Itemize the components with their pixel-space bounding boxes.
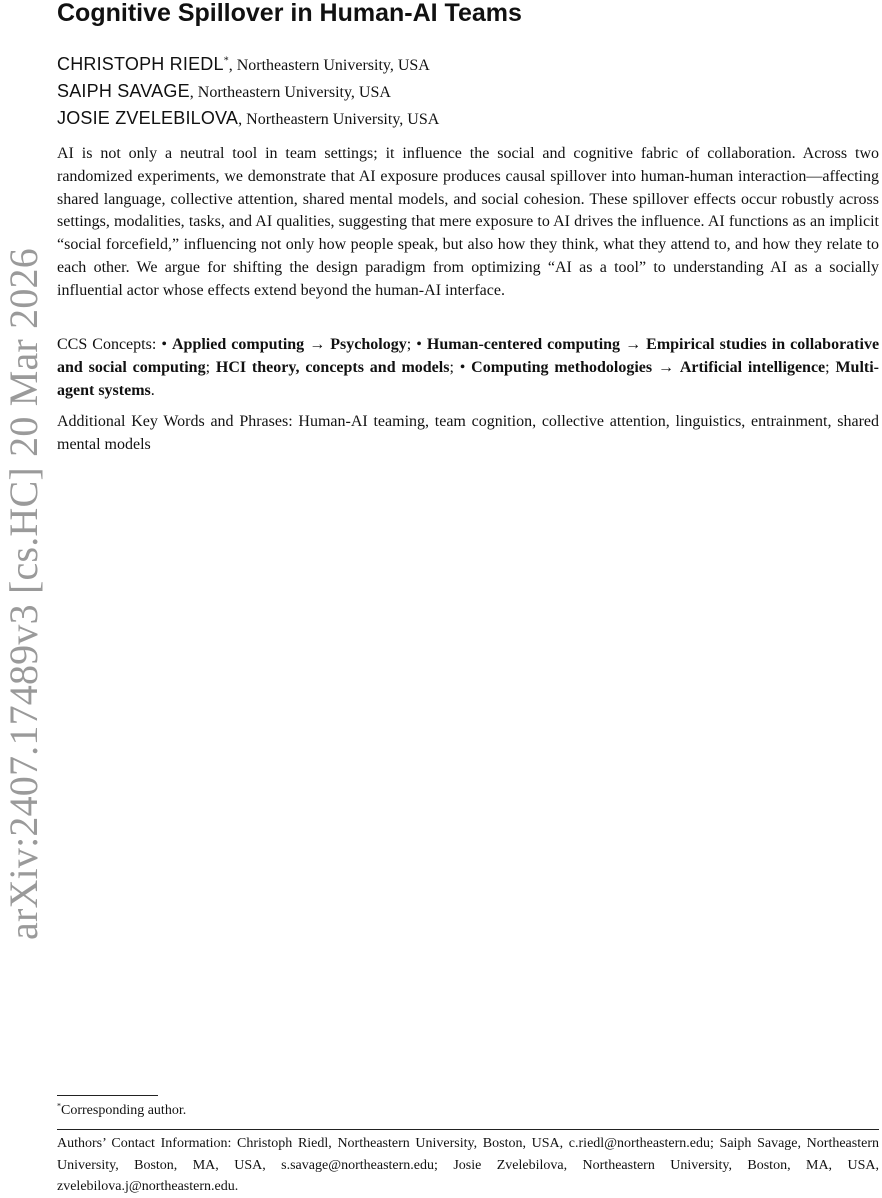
ccs-bullet: • (459, 359, 472, 376)
author-affiliation: , Northeastern University, USA (228, 57, 430, 74)
ccs-concepts (57, 333, 879, 402)
author-contact-information: Authors’ Contact Information: Christoph Riedl, Northeastern University, Boston, USA, c.riedl@northeastern.edu; Saiph Savage, Northeastern University, Boston, MA, USA, s.savage@northeastern.edu; Josie Zvelebilova, Northeastern University, Boston, MA, USA, zvelebilova.j@northeastern.edu. (57, 1136, 879, 1194)
author-list (57, 51, 879, 132)
paper-title: Cognitive Spillover in Human-AI Teams (57, 0, 522, 27)
ccs-arrow: → (652, 359, 680, 376)
ccs-concept: HCI theory, concepts and models (215, 359, 450, 376)
ccs-separator: ; (406, 336, 417, 353)
ccs-arrow: → (620, 336, 647, 353)
ccs-separator: ; (825, 359, 836, 376)
abstract: AI is not only a neutral tool in team settings; it influence the social and cognitive fabric of collaboration. Across two randomized experiments, we demonstrate that AI exposure produces causal spillover into human-human interaction—affecting shared language, collective attention, shared mental models, and social cohesion. These spillover effects occur robustly across settings, modalities, tasks, and AI qualities, suggesting that mere exposure to AI drives the influence. AI functions as an implicit “social forcefield,” influencing not only how people speak, but also how they think, what they attend to, and how they relate to each other. We argue for shifting the design paradigm from optimizing “AI as a tool” to understanding AI as a socially influential actor whose effects extend beyond the human-AI interface. (57, 145, 879, 299)
ccs-separator: ; (449, 359, 460, 376)
ccs-concept: Artificial intelligence (679, 359, 826, 376)
author-entry (57, 105, 879, 132)
author-affiliation: , Northeastern University, USA (189, 84, 391, 101)
author-entry (57, 51, 879, 78)
author-entry (57, 78, 879, 105)
ccs-concept: Psychology (330, 336, 407, 353)
author-name: CHRISTOPH RIEDL (57, 54, 224, 74)
contact-divider (57, 1129, 879, 1130)
ccs-concept: Applied computing (171, 336, 305, 353)
additional-keywords: Additional Key Words and Phrases: Human-AI teaming, team cognition, collective attention, linguistics, entrainment, shared mental models (57, 413, 879, 453)
ccs-concept: Human-centered computing (426, 336, 621, 353)
author-affiliation: , Northeastern University, USA (238, 111, 440, 128)
ccs-arrow: → (304, 336, 331, 353)
ccs-label: CCS Concepts: (57, 336, 162, 353)
arxiv-identifier-stamp: arXiv:2407.17489v3 [cs.HC] 20 Mar 2026 (1, 248, 46, 940)
ccs-period: . (150, 382, 155, 399)
author-name: SAIPH SAVAGE (57, 81, 190, 101)
ccs-concept: Multi-agent systems (57, 359, 879, 399)
ccs-bullet: • (416, 336, 427, 353)
author-name: JOSIE ZVELEBILOVA (57, 108, 239, 128)
ccs-bullet: • (161, 336, 172, 353)
ccs-concept: Empirical studies in collaborative and social computing (57, 336, 880, 376)
footnote-marker: * (57, 1101, 61, 1111)
ccs-concept: Computing methodologies (471, 359, 653, 376)
corresponding-author-marker: * (223, 55, 229, 67)
footnote-text: Corresponding author. (61, 1103, 187, 1118)
corresponding-author-footnote (57, 1101, 879, 1121)
ccs-separator: ; (205, 359, 216, 376)
footnote-divider (57, 1095, 158, 1096)
